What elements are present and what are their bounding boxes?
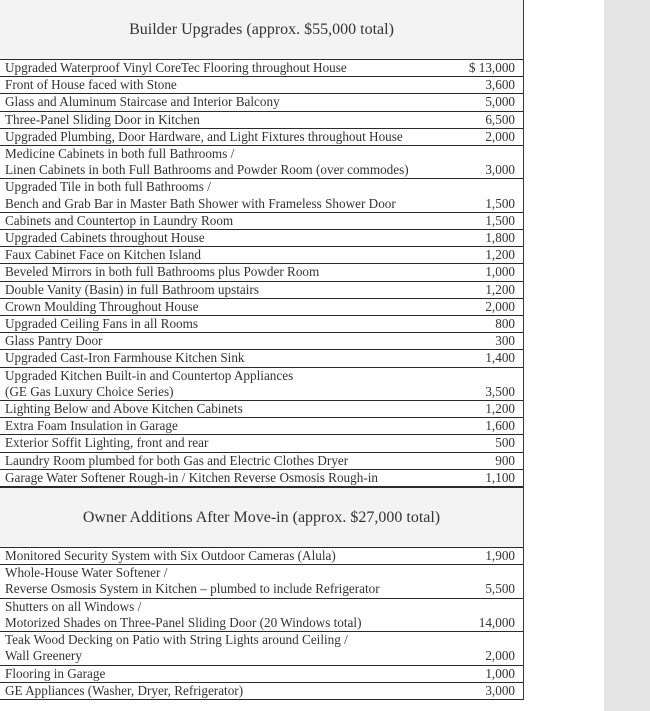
table-row <box>0 565 523 598</box>
item-description-line: Wall Greenery <box>5 648 82 664</box>
item-amount: $ 13,000 <box>468 60 515 75</box>
item-description-line: (GE Gas Luxury Choice Series) <box>5 383 174 399</box>
item-description-line: Extra Foam Insulation in Garage <box>5 418 178 434</box>
item-description <box>0 179 445 211</box>
owner-section-title: Owner Additions After Move-in (approx. $27,000 total) <box>0 487 523 548</box>
item-description-line: Upgraded Waterproof Vinyl CoreTec Flooring throughout House <box>5 60 347 75</box>
item-description <box>0 599 445 631</box>
table-row <box>0 299 523 316</box>
item-description-line: Beveled Mirrors in both full Bathrooms plus Powder Room <box>5 264 320 280</box>
item-description-line: Whole-House Water Softener / <box>5 565 168 581</box>
item-amount: 2,000 <box>485 298 515 314</box>
item-amount: 3,000 <box>485 682 515 698</box>
item-amount: 800 <box>495 316 515 332</box>
item-amount: 3,600 <box>485 77 515 93</box>
item-description-line: GE Appliances (Washer, Dryer, Refrigerator) <box>5 682 244 698</box>
item-description-line: Faux Cabinet Face on Kitchen Island <box>5 247 201 263</box>
item-description-line: Linen Cabinets in both Full Bathrooms and Powder Room (over commodes) <box>5 162 409 178</box>
item-amount: 900 <box>495 452 515 468</box>
table-row <box>0 666 523 683</box>
item-description <box>0 333 445 349</box>
item-description-line: Garage Water Softener Rough-in / Kitchen Reverse Osmosis Rough-in <box>5 469 378 485</box>
item-description <box>0 632 445 664</box>
item-amount: 14,000 <box>478 614 515 630</box>
item-description <box>0 470 445 486</box>
table-row <box>0 112 523 129</box>
table-row <box>0 632 523 665</box>
item-description-line: Crown Moulding Throughout House <box>5 298 199 314</box>
table-row <box>0 146 523 179</box>
table-row <box>0 179 523 212</box>
item-amount: 1,100 <box>485 469 515 485</box>
item-amount: 5,500 <box>485 581 515 597</box>
item-description <box>0 418 445 434</box>
table-row <box>0 435 523 452</box>
table-row <box>0 350 523 367</box>
item-description-line: Upgraded Plumbing, Door Hardware, and Light Fixtures throughout House <box>5 128 403 144</box>
item-amount: 1,000 <box>485 264 515 280</box>
table-row <box>0 264 523 281</box>
table-row <box>0 368 523 401</box>
table-row <box>0 401 523 418</box>
table-row <box>0 213 523 230</box>
item-description <box>0 230 445 246</box>
item-description-line: Laundry Room plumbed for both Gas and Electric Clothes Dryer <box>5 452 349 468</box>
item-description-line: Three-Panel Sliding Door in Kitchen <box>5 111 200 127</box>
item-description <box>0 129 445 145</box>
item-description-line: Front of House faced with Stone <box>5 77 177 93</box>
item-amount: 2,000 <box>485 648 515 664</box>
item-description <box>0 247 445 263</box>
item-amount: 500 <box>495 435 515 451</box>
item-description <box>0 146 445 178</box>
item-description-line: Monitored Security System with Six Outdoor Cameras (Alula) <box>5 548 336 564</box>
item-description-line: Upgraded Kitchen Built-in and Countertop Appliances <box>5 367 294 383</box>
side-gray-strip <box>604 0 650 711</box>
item-description <box>0 299 445 315</box>
item-description <box>0 264 445 280</box>
item-description <box>0 112 445 128</box>
table-row <box>0 548 523 565</box>
item-description-line: Upgraded Tile in both full Bathrooms / <box>5 179 211 195</box>
item-description-line: Shutters on all Windows / <box>5 598 142 614</box>
item-description-line: Upgraded Cast-Iron Farmhouse Kitchen Sink <box>5 350 245 366</box>
item-amount: 3,000 <box>485 162 515 178</box>
item-description-line: Flooring in Garage <box>5 665 106 681</box>
item-amount: 1,200 <box>485 401 515 417</box>
item-amount: 3,500 <box>485 383 515 399</box>
item-amount: 1,600 <box>485 418 515 434</box>
table-row <box>0 333 523 350</box>
table-row <box>0 60 523 77</box>
item-amount: 1,800 <box>485 230 515 246</box>
item-amount: 300 <box>495 333 515 349</box>
item-description <box>0 435 445 451</box>
item-description <box>0 77 445 93</box>
item-description-line: Teak Wood Decking on Patio with String Lights around Ceiling / <box>5 632 348 648</box>
item-description <box>0 316 445 332</box>
table-row <box>0 599 523 632</box>
item-amount: 1,200 <box>485 281 515 297</box>
item-description <box>0 666 445 682</box>
table-row <box>0 94 523 111</box>
item-description-line: Bench and Grab Bar in Master Bath Shower with Frameless Shower Door <box>5 195 396 211</box>
item-description <box>0 401 445 417</box>
item-description-line: Glass Pantry Door <box>5 333 103 349</box>
item-description-line: Double Vanity (Basin) in full Bathroom upstairs <box>5 281 259 297</box>
item-amount: 1,900 <box>485 548 515 564</box>
item-description <box>0 350 445 366</box>
item-description-line: Exterior Soffit Lighting, front and rear <box>5 435 209 451</box>
item-amount: 1,200 <box>485 247 515 263</box>
item-description <box>0 282 445 298</box>
item-amount: 2,000 <box>485 128 515 144</box>
item-description-line: Lighting Below and Above Kitchen Cabinets <box>5 401 243 417</box>
table-row <box>0 230 523 247</box>
item-description-line: Upgraded Ceiling Fans in all Rooms <box>5 316 199 332</box>
table-row <box>0 418 523 435</box>
item-description-line: Cabinets and Countertop in Laundry Room <box>5 212 234 228</box>
table-row <box>0 683 523 700</box>
item-amount: 1,400 <box>485 350 515 366</box>
builder-section-title: Builder Upgrades (approx. $55,000 total) <box>0 0 523 60</box>
table-row <box>0 247 523 264</box>
item-description <box>0 94 445 110</box>
item-amount: 6,500 <box>485 111 515 127</box>
item-description <box>0 368 445 400</box>
table-row <box>0 77 523 94</box>
item-description-line: Glass and Aluminum Staircase and Interior Balcony <box>5 94 280 110</box>
item-description <box>0 683 445 699</box>
item-description-line: Motorized Shades on Three-Panel Sliding Door (20 Windows total) <box>5 614 362 630</box>
item-amount: 1,000 <box>485 665 515 681</box>
item-description <box>0 565 445 597</box>
item-amount: 5,000 <box>485 94 515 110</box>
item-amount: 1,500 <box>485 195 515 211</box>
item-description <box>0 60 445 76</box>
table-row <box>0 453 523 470</box>
item-amount: 1,500 <box>485 212 515 228</box>
item-description <box>0 548 445 564</box>
item-description-line: Reverse Osmosis System in Kitchen – plumbed to include Refrigerator <box>5 581 380 597</box>
table-row <box>0 316 523 333</box>
table-row <box>0 470 523 487</box>
item-description-line: Upgraded Cabinets throughout House <box>5 230 205 246</box>
owner-items <box>0 548 523 700</box>
builder-items <box>0 60 523 487</box>
item-description-line: Medicine Cabinets in both full Bathrooms / <box>5 146 235 162</box>
table-row <box>0 129 523 146</box>
item-description <box>0 213 445 229</box>
item-description <box>0 453 445 469</box>
table-row <box>0 282 523 299</box>
